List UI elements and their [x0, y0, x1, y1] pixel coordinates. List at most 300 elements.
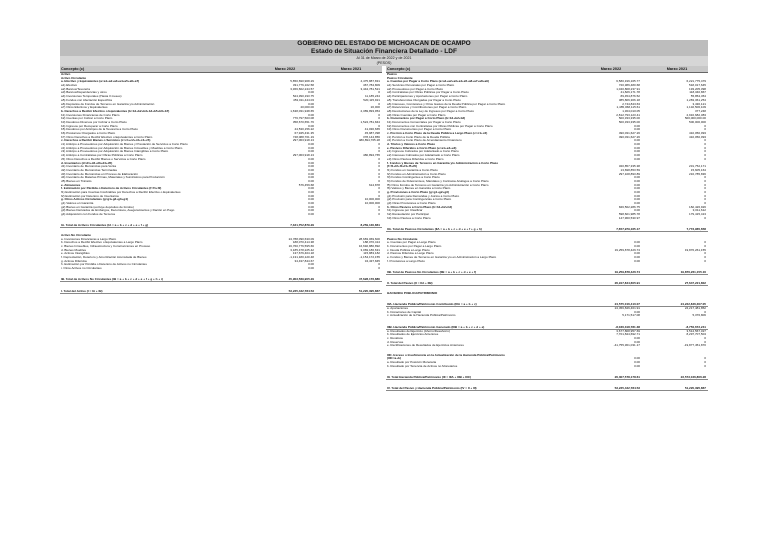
asset-value-2021: 3,069,186,631: [360, 247, 380, 252]
financial-statement-sheet: [60, 40, 708, 515]
asset-value-2022: 0.00: [308, 123, 314, 128]
liability-concept: Pasivo Circulante: [387, 76, 413, 80]
asset-value-2021: 0: [378, 123, 380, 128]
liability-value-2021: 24,222,846,307.05: [680, 302, 706, 306]
liability-value-2022: 0.00: [634, 153, 640, 158]
liability-concept: e. Fondos y Bienes de Terceros en Garantía y/o en Administración a Largo Plazo: [387, 255, 497, 259]
asset-concept: c5) Otros Derechos a Recibir Bienes o Servicios a Corto Plazo: [61, 157, 146, 161]
asset-value-2022: 453,011,444.03: [293, 97, 314, 102]
liability-value-2021: 518,017,645: [689, 83, 706, 88]
asset-concept: g4) Adquisición con Fondos de Terceros: [61, 213, 116, 217]
liability-value-2022: 19,259,878,426.74: [614, 269, 640, 274]
liability-value-2022: 598,601,985.78: [618, 212, 640, 217]
asset-concept: IB. Total de Activos No Circulantes (IB = a + b + c + d + e + f + g + h + i): [61, 277, 163, 282]
asset-concept: d3) Inventario de Mercancías en Proceso de Elaboración: [61, 172, 138, 176]
liability-concept: a. Resultado por Posición Monetaria: [387, 360, 437, 364]
liability-concept: a8) Devoluciones de la Ley de Ingresos por Pagar a Corto Plazo: [387, 109, 475, 113]
liability-value-2022: 0.00: [634, 123, 640, 128]
asset-concept: d. Inventarios (d=d1+d2+d3+d4+d5): [61, 161, 113, 165]
liability-value-2021: 0: [704, 127, 706, 132]
liability-value-2021: 216,785,836: [689, 171, 706, 176]
left-concept-header: Concepto (c): [61, 67, 85, 71]
left-year1-header: Marzo 2022: [274, 67, 296, 71]
liability-value-2022: 0.00: [634, 208, 640, 213]
liability-value-2022: -8,036,318,781.38: [615, 324, 640, 329]
asset-value-2021: 4,475,887,831: [360, 79, 380, 84]
asset-value-2021: 0: [378, 116, 380, 121]
liability-value-2022: 24,575,016,410.07: [614, 302, 640, 306]
liability-concept: HACIENDA PÚBLICA/PATRIMONIO: [387, 291, 438, 295]
asset-value-2021: 0: [378, 160, 380, 165]
asset-concept: g. Activos Diferidos: [61, 259, 87, 263]
liability-value-2022: 1,304,010.05: [622, 108, 640, 113]
liability-value-2021: 0: [704, 201, 706, 206]
asset-value-2021: 0: [378, 186, 380, 191]
liability-value-2022: 320,857,335.38: [618, 164, 640, 169]
asset-concept: c4) Anticipo a Contratistas por Obras Públicas a Corto Plazo: [61, 154, 143, 158]
liability-value-2022: 0.00: [634, 356, 640, 361]
liability-value-2021: 0: [704, 186, 706, 191]
liability-concept: a1) Servicios Personales por Pagar a Corto Plazo: [387, 84, 455, 88]
liability-value-2021: 0: [704, 258, 706, 263]
liability-value-2022: 0.00: [634, 258, 640, 263]
liability-concept: Pasivo No Circulante: [387, 237, 418, 241]
asset-value-2022: 524,390,193.75: [292, 94, 314, 99]
liability-concept: h1) Ingresos por Clasificar: [387, 209, 423, 213]
liability-value-2021: 0: [704, 197, 706, 202]
liability-value-2021: 55,854,454: [690, 94, 706, 99]
asset-value-2022: 0.00: [308, 212, 314, 217]
liability-concept: b. Donaciones de Capital: [387, 310, 422, 314]
asset-concept: g1) Valores en Garantía: [61, 202, 94, 206]
liabilities-equity-section: [386, 73, 708, 391]
asset-value-2022: 0.00: [308, 190, 314, 194]
liability-value-2022: 26,307,578,178.61: [614, 374, 640, 379]
liability-value-2021: 27,647,221,802: [684, 281, 706, 286]
liability-concept: b. Resultados de Ejercicios Anteriores: [387, 333, 439, 337]
liability-value-2021: 0: [704, 156, 706, 161]
asset-value-2022: 44,530,156.22: [294, 127, 314, 132]
asset-value-2022: 0.00: [308, 142, 314, 147]
liability-value-2021: 19,876,261,155: [684, 247, 706, 252]
liability-value-2022: 490,031,627.26: [618, 134, 640, 139]
liability-value-2022: 0.00: [634, 309, 640, 314]
liability-value-2021: 19,876,261,155.16: [680, 269, 706, 274]
asset-value-2021: 115,883,182: [363, 251, 380, 256]
liability-value-2021: 0: [704, 243, 706, 248]
asset-value-2022: 20,000.00: [300, 105, 314, 110]
liability-concept: IV. Total del Pasivo y Hacienda Pública/Patrimonio (IV = II + III): [387, 386, 477, 391]
asset-value-2021: 0: [378, 90, 380, 95]
liability-value-2021: 0: [704, 123, 706, 128]
asset-value-2021: 0: [378, 204, 380, 209]
liability-concept: IIIC. Exceso o Insuficiencia en la Actualización de la Hacienda Pública/Patrimonio: [387, 353, 505, 357]
liability-value-2022: 0.00: [634, 127, 640, 132]
liability-value-2021: 0: [704, 142, 706, 147]
liability-value-2021: 410,050,093: [689, 131, 706, 135]
liability-concept: IIA. Total de Pasivos Circulantes (IIA = a + b + c + d + e + f + g + h): [387, 227, 482, 231]
liability-concept: IIIA. Hacienda Pública/Patrimonio Contribuido (IIIA = a + b + c): [387, 302, 477, 306]
liability-value-2022: 490,031,627.26: [618, 131, 640, 135]
liability-value-2021: 179,415,413: [689, 212, 706, 217]
liability-concept: f. Fondos y Bienes de Terceros en Garantía y/o Administración a Corto Plazo: [387, 161, 499, 165]
asset-concept: b. Derechos a Recibir Efectivo o Equivalentes a Largo Plazo: [61, 241, 143, 245]
asset-concept: b. Derechos a Recibir Efectivo o Equivalentes (b=b1+b2+b3+b4+b5+b6+b7): [61, 109, 170, 113]
liability-concept: b1) Documentos Comerciales por Pagar a Corto Plazo: [387, 120, 461, 124]
asset-value-2021: 20,000: [370, 105, 380, 110]
liability-concept: III. Total Hacienda Pública/Patrimonio (III = IIIA + IIIB + IIIC): [387, 374, 472, 379]
liability-value-2021: 3,430,121: [692, 101, 706, 106]
liability-concept: f4) Fondos de Fideicomisos, Mandatos y Contratos Análogos a Corto Plazo: [387, 179, 489, 183]
asset-value-2021: 480,894,765: [363, 153, 380, 158]
liability-value-2022: 0.00: [634, 363, 640, 368]
liability-value-2021: 0: [704, 339, 706, 344]
liability-value-2021: 0: [704, 359, 706, 364]
asset-value-2021: 0: [378, 193, 380, 198]
liability-concept: c2) Porción a Corto Plazo de Arrendamiento Financiero: [387, 139, 462, 143]
liability-value-2022: 297,108,893.89: [618, 171, 640, 176]
asset-value-2022: 0.00: [308, 201, 314, 206]
asset-value-2021: 520,115,921: [363, 97, 380, 102]
liability-concept: g2) Provisión para Contingencias a Corto Plazo: [387, 198, 452, 202]
liability-concept: c. Deuda Pública a Largo Plazo: [387, 248, 430, 252]
government-title: GOBIERNO DEL ESTADO DE MICHOACAN DE OCAMPO: [60, 40, 708, 48]
liability-value-2022: 0.00: [634, 251, 640, 256]
liability-concept: f. Provisiones a Largo Plazo: [387, 259, 425, 263]
liability-concept: a9) Otras Cuentas por Pagar a Corto Plazo: [387, 113, 446, 117]
liability-concept: e3) Otros Pasivos Diferidos a Corto Plazo: [387, 157, 444, 161]
liability-value-2022: 500,333,335.00: [618, 119, 640, 124]
asset-concept: a7) Otros Efectivos y Equivalentes: [61, 106, 108, 110]
asset-concept: c. Bienes Inmuebles, Infraestructura y Construcciones en Proceso: [61, 244, 151, 248]
liability-concept: b3) Otros Documentos por Pagar a Corto Plazo: [387, 128, 452, 132]
asset-value-2021: 0: [378, 190, 380, 194]
liability-value-2021: 0: [704, 138, 706, 143]
liability-concept: a. Resultados del Ejercicio (Ahorro/Desahorro): [387, 329, 450, 333]
asset-value-2022: 0.00: [308, 193, 314, 198]
liability-value-2022: 7,657,979,165.17: [616, 227, 640, 231]
liability-concept: II. Total del Pasivo (II = IIA + IIB): [387, 281, 433, 286]
asset-value-2021: 0: [378, 212, 380, 217]
asset-value-2022: 776,797,503.08: [292, 116, 314, 121]
asset-value-2021: 11,185,244: [364, 94, 380, 99]
liability-concept: a. Cuentas por Pagar a Largo Plazo: [387, 241, 436, 245]
liability-value-2021: 0: [704, 215, 706, 220]
liability-value-2021: 6,221,775,479: [686, 79, 706, 84]
asset-value-2022: 53,225,422,784.53: [288, 288, 314, 293]
asset-value-2022: 0.00: [308, 178, 314, 183]
asset-value-2021: 0: [378, 167, 380, 172]
asset-value-2021: 0: [378, 112, 380, 117]
asset-value-2022: 3,185,478,225.42: [290, 247, 314, 252]
asset-value-2021: 3,444,781,521: [360, 86, 380, 91]
liability-value-2021: 500,000,000.00: [684, 116, 706, 121]
asset-value-2022: -1,131,180,120.48: [289, 254, 314, 259]
asset-value-2022: 0.00: [308, 164, 314, 169]
liability-value-2021: -19,877,451,870: [683, 343, 706, 348]
liability-value-2022: 0.00: [634, 201, 640, 206]
asset-concept: c. Derechos a Recibir Bienes o Servicios (c=c1+c2+c3+c4+c5): [61, 139, 151, 143]
liability-concept: e1) Ingresos Cobrados por Adelantado a Corto Plazo: [387, 150, 459, 154]
asset-concept: a1) Efectivo: [61, 84, 78, 88]
asset-concept: b3) Deudores Diversos por Cobrar a Corto Plazo: [61, 120, 127, 124]
liability-value-2021: 0: [704, 175, 706, 180]
asset-concept: g3) Bienes Derivados de Embargos, Decomisos, Aseguramientos y Dación en Pago: [61, 209, 175, 213]
liability-value-2022: 0.00: [634, 190, 640, 194]
liability-concept: c. Porción a Corto Plazo de la Deuda Pública a Largo Plazo (c=c1+c2): [387, 132, 488, 135]
liability-value-2021: 0: [704, 190, 706, 194]
liability-value-2022: 6,580,196,165.77: [616, 79, 640, 84]
asset-value-2022: 7,321,752,879.29: [290, 223, 314, 228]
liability-value-2022: 13,698,853.59: [620, 167, 640, 172]
asset-value-2022: 0.00: [308, 145, 314, 150]
asset-value-2022: 24,788,090,630.09: [288, 236, 314, 241]
asset-value-2022: 67,945,431.35: [294, 131, 314, 135]
assets-section: [60, 73, 382, 294]
asset-value-2021: 0: [378, 149, 380, 154]
liability-concept: e2) Intereses Cobrados por Adelantado a Corto Plazo: [387, 154, 460, 158]
asset-concept: e. Almacenes: [61, 183, 81, 187]
asset-concept: b1) Inversiones Financieras de Corto Plazo: [61, 113, 120, 117]
asset-value-2021: 0: [378, 208, 380, 213]
liability-value-2021: 3,011,612: [692, 208, 706, 213]
liability-value-2021: 0: [704, 335, 706, 340]
liability-value-2021: 410,050,093: [689, 134, 706, 139]
asset-value-2021: 2,389,893,954: [360, 108, 380, 113]
asset-value-2021: 0: [378, 266, 380, 270]
liability-concept: (f=f1+f2+f3+f4+f5+f6): [387, 165, 417, 169]
liability-concept: b. Documentos por Pagar a Corto Plazo (b=b1+b2+b3): [387, 117, 466, 121]
liability-concept: c. Actualización de la Hacienda Pública/Patrimonio: [387, 314, 456, 318]
liability-concept: a. Cuentas por Pagar a Corto Plazo (a=a1+a2+a3+a4+a5+a6+a7+a8+a9): [387, 80, 489, 84]
liability-concept: e. Rectificaciones de Resultados de Ejercicios Anteriores: [387, 344, 464, 348]
asset-value-2022: 0.00: [308, 167, 314, 172]
liability-value-2022: 24,456,826,461.91: [614, 306, 640, 310]
liability-value-2022: 19,259,878,426.74: [614, 247, 640, 252]
asset-value-2022: 0.00: [308, 160, 314, 165]
asset-value-2022: 5,850,690,908.29: [290, 79, 314, 84]
right-column-header: [386, 66, 708, 73]
asset-value-2021: 467,784,809: [363, 83, 380, 88]
asset-value-2022: 0.00: [308, 186, 314, 191]
liability-concept: a. Aportaciones: [387, 307, 409, 310]
liability-concept: b. Resultado por Tenencia de Activos no Monetarios: [387, 364, 458, 368]
liability-concept: h2) Recaudación por Participar: [387, 213, 430, 217]
liability-value-2022: 0.00: [634, 243, 640, 248]
asset-concept: d2) Inventario de Mercancías Terminadas: [61, 168, 118, 172]
left-column-header: [60, 66, 382, 73]
liability-value-2021: 118,340,867: [689, 90, 706, 95]
asset-value-2021: 10,000,000: [364, 201, 380, 206]
liability-concept: g. Provisiones a Corto Plazo (g=g1+g2+g3): [387, 191, 449, 194]
liability-value-2022: 1,485,068,115.61: [616, 105, 640, 110]
liability-concept: f2) Fondos en Administración a Corto Plazo: [387, 172, 446, 176]
liability-value-2022: 53,225,422,784.53: [614, 386, 640, 391]
liability-concept: a2) Proveedores por Pagar a Corto Plazo: [387, 87, 444, 91]
liability-value-2021: 1,132,506,109: [686, 105, 706, 110]
asset-value-2022: 358,670,651.76: [292, 119, 314, 124]
right-year1-header: Marzo 2022: [600, 67, 622, 71]
asset-value-2022: 0.00: [308, 208, 314, 213]
asset-value-2021: 41,030,665: [364, 127, 380, 132]
asset-concept: b7) Otros Derechos a Recibir Efectivo o Equivalentes a Corto Plazo: [61, 135, 153, 139]
liability-concept: a5) Transferencias Otorgadas por Pagar a Corto Plazo: [387, 98, 461, 102]
liability-concept: d. Títulos y Valores a Corto Plazo: [387, 143, 436, 147]
asset-value-2021: 0: [378, 175, 380, 180]
liability-concept: a3) Contratistas por Obras Públicas por Pagar a Corto Plazo: [387, 91, 469, 95]
asset-concept: b4) Ingresos por Recuperar a Corto Plazo: [61, 124, 118, 128]
liability-value-2022: 0.00: [634, 142, 640, 147]
liability-value-2021: 0: [704, 149, 706, 154]
liability-value-2021: 3,514,567,327: [686, 328, 706, 333]
asset-value-2021: 0: [378, 164, 380, 169]
liability-concept: g3) Otras Provisiones a Corto Plazo: [387, 202, 436, 206]
liability-concept: h. Otros Pasivos a Corto Plazo (h=h1+h2+h3): [387, 205, 453, 209]
liability-concept: f5) Otros Fondos de Terceros en Garantía y/o Administración a Corto Plazo: [387, 183, 489, 187]
statement-title: Estado de Situación Financiera Detallado - LDF: [60, 48, 708, 56]
liability-value-2021: 377,248: [694, 108, 706, 113]
asset-concept: d. Bienes Muebles: [61, 248, 87, 252]
asset-value-2021: 0: [378, 178, 380, 183]
asset-value-2021: 0: [378, 262, 380, 267]
liability-value-2022: 720,386,480.68: [618, 83, 640, 88]
liability-value-2021: 0: [704, 309, 706, 314]
units-subtitle: (PESOS): [60, 61, 708, 66]
liability-value-2022: 0.00: [634, 138, 640, 143]
asset-value-2022: 0.00: [308, 266, 314, 270]
asset-concept: d1) Inventario de Mercancías para Venta: [61, 165, 117, 169]
liability-value-2021: 0: [704, 153, 706, 158]
asset-concept: Activo: [61, 73, 71, 76]
liability-concept: e. Pasivos Diferidos a Corto Plazo (e=e1+e2+e3): [387, 146, 457, 150]
liability-value-2021: 0: [704, 363, 706, 368]
liability-value-2022: 500,333,335.00: [618, 116, 640, 121]
asset-concept: b6) Préstamos Otorgados a Corto Plazo: [61, 132, 116, 135]
liability-value-2022: 0.00: [634, 197, 640, 202]
liability-concept: c. Revalúos: [387, 336, 403, 340]
liability-value-2022: 5,171,517.08: [622, 313, 640, 318]
asset-value-2021: 188,070,414: [363, 240, 380, 245]
asset-concept: b2) Cuentas por Cobrar a Corto Plazo: [61, 117, 113, 121]
liability-concept: f6) Valores y Bienes en Garantía a Corto Plazo: [387, 187, 451, 191]
asset-concept: a5) Fondos con Afectación Específica: [61, 98, 112, 102]
asset-concept: c2) Anticipo a Proveedores por Adquisición de Bienes Inmuebles y Muebles a Corto Plazo: [61, 146, 183, 150]
asset-value-2022: 0.00: [308, 90, 314, 95]
liability-value-2022: 0.00: [634, 182, 640, 187]
liability-value-2022: 0.00: [634, 359, 640, 364]
liability-value-2021: 0: [704, 251, 706, 256]
liability-value-2021: 0: [704, 182, 706, 187]
asset-value-2022: 188,070,414.38: [292, 240, 314, 245]
liability-row: [386, 385, 708, 391]
left-year2-header: Marzo 2021: [340, 67, 362, 71]
asset-concept: Activo No Circulante: [61, 233, 91, 237]
asset-value-2022: 16,760,776,595.66: [288, 243, 314, 248]
liability-concept: IIB. Total de Pasivos No Circulantes (IIB = a + b + c + d + e + f): [387, 269, 477, 274]
asset-value-2022: 297,063,918.13: [292, 138, 314, 143]
liability-concept: b2) Documentos con Contratistas por Obras Públicas por Pagar a Corto Plazo: [387, 124, 493, 128]
liability-value-2021: -8,750,672,241: [685, 324, 706, 329]
liability-value-2021: 182,426,926: [689, 204, 706, 209]
asset-value-2022: 3,366,662,244.57: [290, 86, 314, 91]
asset-concept: h. Estimación por Pérdida o Deterioro de Activos no Circulantes: [61, 263, 147, 267]
asset-concept: i. Otros Activos no Circulantes: [61, 267, 102, 270]
liability-value-2022: 0.00: [634, 335, 640, 340]
liability-value-2022: 7,701,844,692.71: [616, 332, 640, 337]
liability-value-2022: 385,806,306.18: [618, 97, 640, 102]
asset-value-2022: 0.00: [308, 204, 314, 209]
asset-value-2022: 137,676,404.18: [292, 251, 314, 256]
asset-value-2021: 34,437,845: [364, 258, 380, 263]
liability-value-2022: 0.00: [634, 254, 640, 259]
liability-concept: f3) Fondos Contingentes a Corto Plazo: [387, 176, 440, 180]
asset-value-2021: 378,144,856: [363, 134, 380, 139]
asset-concept: a4) Inversiones Temporales (Hasta 3 meses): [61, 95, 122, 99]
liability-value-2021: 0: [704, 240, 706, 245]
liability-value-2022: 89,454,876.52: [620, 94, 640, 99]
liability-concept: a7) Retenciones y Contribuciones por Pagar a Corto Plazo: [387, 106, 467, 110]
asset-value-2021: 8,259,130,861: [360, 223, 380, 228]
asset-value-2022: 297,063,918.13: [292, 153, 314, 158]
liability-value-2021: 0: [704, 356, 706, 361]
liability-value-2022: 0.00: [634, 175, 640, 180]
liability-concept: IIIB. Hacienda Pública/Patrimonio Generado (IIIB = a + b + c + d + e): [387, 324, 485, 329]
liability-value-2022: 26,917,844,605.91: [614, 281, 640, 286]
asset-concept: g. Otros Activos Circulantes (g=g1+g2+g3+g4): [61, 198, 128, 202]
liability-concept: f1) Fondos en Garantía a Corto Plazo: [387, 168, 438, 172]
asset-value-2022: 0.00: [308, 262, 314, 267]
asset-value-2022: 34,437,844.67: [294, 258, 314, 263]
asset-row: [60, 288, 382, 294]
asset-concept: d5) Bienes en Tránsito: [61, 179, 92, 183]
asset-value-2021: 28,683,069,600: [358, 236, 380, 241]
asset-value-2021: 0: [378, 101, 380, 106]
asset-concept: a3) Bancos/Dependencias y otros: [61, 91, 107, 95]
liability-value-2021: 2,916,682,383: [686, 112, 706, 117]
liability-value-2021: 23,573,046,806.28: [680, 374, 706, 379]
asset-value-2021: 614,878: [368, 182, 380, 187]
asset-value-2021: 45,987,398: [364, 131, 380, 135]
liability-value-2022: 0.00: [634, 178, 640, 183]
asset-value-2021: 16,692,880,892: [358, 243, 380, 248]
asset-value-2021: 0: [378, 156, 380, 161]
liability-value-2022: 1,040,808,237.91: [616, 86, 640, 91]
asset-concept: d4) Inventario de Materias Primas, Materiales y Suministros para Producción: [61, 176, 165, 180]
liability-value-2022: 41,826,171.78: [620, 90, 640, 95]
asset-value-2021: 480,894,765.28: [358, 138, 380, 143]
liability-value-2022: 0.00: [634, 240, 640, 245]
asset-value-2021: 0: [378, 142, 380, 147]
liability-value-2022: 2,744,843.63: [622, 101, 640, 106]
asset-concept: b5) Deudores por Anticipos de la Tesorería a Corto Plazo: [61, 128, 139, 132]
liability-value-2021: 1,283,361,254: [686, 97, 706, 102]
asset-value-2022: 0.00: [308, 171, 314, 176]
liability-value-2022: 0.00: [634, 339, 640, 344]
asset-concept: a6) Depósitos de Fondos de Terceros en Garantía y/o Administración: [61, 102, 155, 106]
liability-value-2021: 231,752,171: [689, 164, 706, 169]
asset-concept: e. Activos Intangibles: [61, 252, 90, 256]
asset-concept: g2) Bienes en Garantía (excluye depósitos de fondos): [61, 205, 134, 209]
asset-concept: c3) Anticipo a Proveedores por Adquisición de Bienes Intangibles a Corto Plazo: [61, 150, 169, 154]
liability-value-2022: -41,755,361,031.17: [613, 343, 640, 348]
asset-concept: f. Estimación por Pérdida o Deterioro de Activos Circulantes (f=f1+f2): [61, 187, 162, 191]
asset-value-2021: -1,154,172,155: [359, 254, 380, 259]
liability-value-2021: 0: [704, 178, 706, 183]
liability-value-2022: 147,960,530.97: [618, 215, 640, 220]
asset-concept: a2) Bancos/Tesorería: [61, 87, 90, 91]
right-concept-header: Concepto (c): [387, 67, 411, 71]
liability-concept: g1) Provisión para Demandas y Juicios a Corto Plazo: [387, 194, 460, 198]
